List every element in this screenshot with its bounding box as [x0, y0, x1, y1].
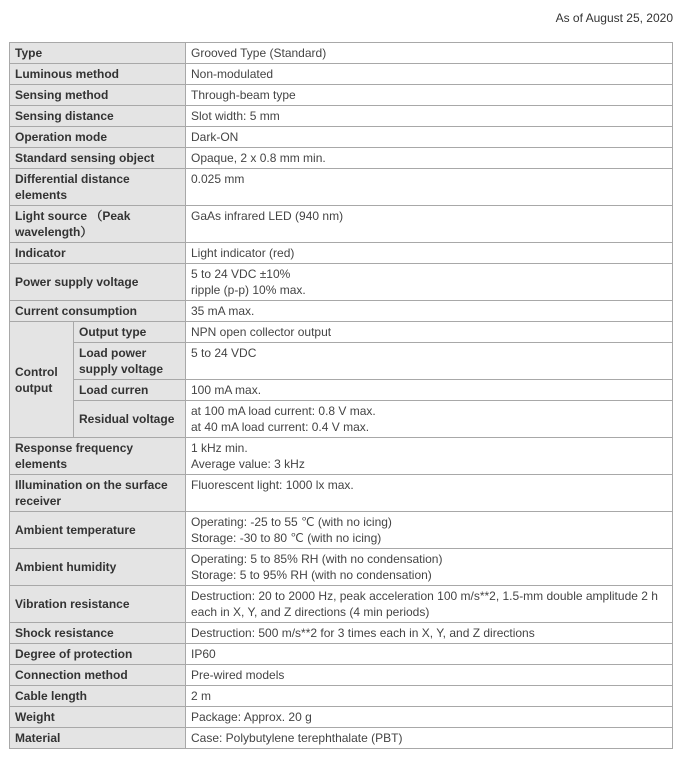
- table-row: [10, 644, 673, 665]
- row-label-sensing-method: Sensing method: [10, 85, 186, 106]
- row-value-degree-of-protection: IP60: [186, 644, 673, 665]
- value-line: 1 kHz min.: [191, 441, 248, 455]
- sub-label-residual-voltage: Residual voltage: [74, 401, 186, 438]
- row-value-indicator: Light indicator (red): [186, 243, 673, 264]
- row-label-weight: Weight: [10, 707, 186, 728]
- row-value-light-source: GaAs infrared LED (940 nm): [186, 206, 673, 243]
- row-label-current-consumption: Current consumption: [10, 301, 186, 322]
- row-value-differential-distance: 0.025 mm: [186, 169, 673, 206]
- table-row: [10, 549, 673, 586]
- value-line: Storage: 5 to 95% RH (with no condensation): [191, 568, 432, 582]
- table-row: [10, 686, 673, 707]
- row-label-light-source: Light source （Peak wavelength）: [10, 206, 186, 243]
- table-row: [10, 301, 673, 322]
- row-value-illumination: Fluorescent light: 1000 lx max.: [186, 475, 673, 512]
- sub-label-load-current: Load curren: [74, 380, 186, 401]
- row-label-standard-sensing-object: Standard sensing object: [10, 148, 186, 169]
- sub-value-residual-voltage: [186, 401, 673, 438]
- row-value-ambient-temperature: [186, 512, 673, 549]
- row-label-indicator: Indicator: [10, 243, 186, 264]
- table-row: [10, 243, 673, 264]
- value-line: Operating: -25 to 55 ℃ (with no icing): [191, 515, 392, 529]
- row-value-luminous-method: Non-modulated: [186, 64, 673, 85]
- row-value-response-frequency: [186, 438, 673, 475]
- row-label-differential-distance: Differential distance elements: [10, 169, 186, 206]
- row-value-cable-length: 2 m: [186, 686, 673, 707]
- table-row: [10, 665, 673, 686]
- row-value-sensing-method: Through-beam type: [186, 85, 673, 106]
- row-label-operation-mode: Operation mode: [10, 127, 186, 148]
- row-label-control-output: Control output: [10, 322, 74, 438]
- row-value-ambient-humidity: [186, 549, 673, 586]
- row-label-vibration-resistance: Vibration resistance: [10, 586, 186, 623]
- spec-table: [9, 42, 673, 749]
- sub-label-load-power-supply-voltage: Load power supply voltage: [74, 343, 186, 380]
- row-value-vibration-resistance: Destruction: 20 to 2000 Hz, peak acceleration 100 m/s**2, 1.5-mm double amplitude 2 h each in X, Y, and Z directions (4 min periods): [186, 586, 673, 623]
- table-row: [10, 43, 673, 64]
- as-of-date: As of August 25, 2020: [555, 11, 673, 25]
- row-label-illumination: Illumination on the surface receiver: [10, 475, 186, 512]
- table-row: [10, 401, 673, 438]
- value-line: Storage: -30 to 80 ℃ (with no icing): [191, 531, 382, 545]
- table-row: [10, 623, 673, 644]
- row-label-cable-length: Cable length: [10, 686, 186, 707]
- row-label-type: Type: [10, 43, 186, 64]
- table-row: [10, 322, 673, 343]
- row-label-degree-of-protection: Degree of protection: [10, 644, 186, 665]
- table-row: [10, 438, 673, 475]
- table-row: [10, 586, 673, 623]
- table-row: [10, 148, 673, 169]
- value-line: Operating: 5 to 85% RH (with no condensation): [191, 552, 443, 566]
- value-line: 5 to 24 VDC ±10%: [191, 267, 291, 281]
- row-value-operation-mode: Dark-ON: [186, 127, 673, 148]
- table-row: [10, 380, 673, 401]
- table-row: [10, 512, 673, 549]
- row-label-luminous-method: Luminous method: [10, 64, 186, 85]
- row-value-weight: Package: Approx. 20 g: [186, 707, 673, 728]
- row-label-response-frequency: Response frequency elements: [10, 438, 186, 475]
- value-line: Average value: 3 kHz: [191, 457, 305, 471]
- table-row: [10, 343, 673, 380]
- row-value-current-consumption: 35 mA max.: [186, 301, 673, 322]
- row-label-material: Material: [10, 728, 186, 749]
- table-row: [10, 64, 673, 85]
- value-line: at 100 mA load current: 0.8 V max.: [191, 404, 376, 418]
- sub-label-output-type: Output type: [74, 322, 186, 343]
- row-label-ambient-temperature: Ambient temperature: [10, 512, 186, 549]
- table-row: [10, 127, 673, 148]
- row-value-connection-method: Pre-wired models: [186, 665, 673, 686]
- sub-value-output-type: NPN open collector output: [186, 322, 673, 343]
- table-row: [10, 169, 673, 206]
- table-row: [10, 106, 673, 127]
- sub-value-load-power-supply-voltage: 5 to 24 VDC: [186, 343, 673, 380]
- row-value-power-supply-voltage: [186, 264, 673, 301]
- table-row: [10, 85, 673, 106]
- sub-value-load-current: 100 mA max.: [186, 380, 673, 401]
- table-row: [10, 475, 673, 512]
- row-label-shock-resistance: Shock resistance: [10, 623, 186, 644]
- table-row: [10, 707, 673, 728]
- table-row: [10, 264, 673, 301]
- row-label-ambient-humidity: Ambient humidity: [10, 549, 186, 586]
- row-label-sensing-distance: Sensing distance: [10, 106, 186, 127]
- value-line: at 40 mA load current: 0.4 V max.: [191, 420, 370, 434]
- row-value-material: Case: Polybutylene terephthalate (PBT): [186, 728, 673, 749]
- row-value-shock-resistance: Destruction: 500 m/s**2 for 3 times each in X, Y, and Z directions: [186, 623, 673, 644]
- row-label-connection-method: Connection method: [10, 665, 186, 686]
- row-value-type: Grooved Type (Standard): [186, 43, 673, 64]
- table-row: [10, 206, 673, 243]
- row-value-sensing-distance: Slot width: 5 mm: [186, 106, 673, 127]
- table-row: [10, 728, 673, 749]
- value-line: ripple (p-p) 10% max.: [191, 283, 306, 297]
- row-value-standard-sensing-object: Opaque, 2 x 0.8 mm min.: [186, 148, 673, 169]
- row-label-power-supply-voltage: Power supply voltage: [10, 264, 186, 301]
